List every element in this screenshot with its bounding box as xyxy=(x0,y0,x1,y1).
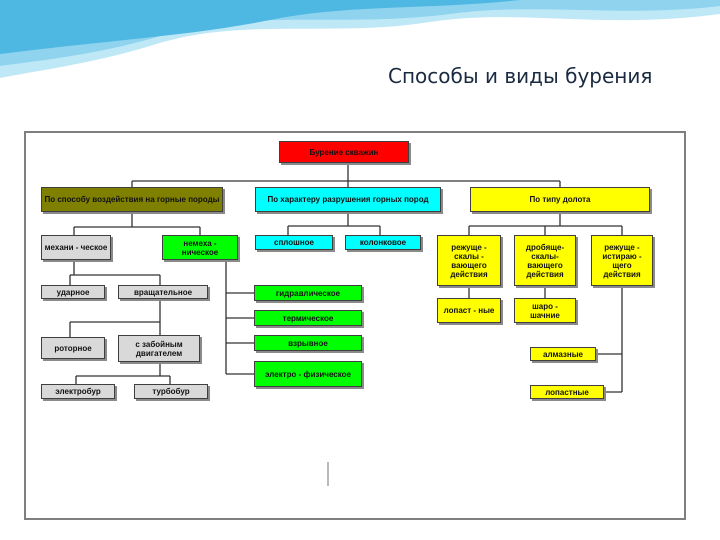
node-roller: шаро - шачние xyxy=(514,298,576,323)
node-diamond: алмазные xyxy=(530,347,596,361)
node-electrophysical: электро - физическое xyxy=(254,361,362,387)
node-impact: ударное xyxy=(41,285,105,299)
node-cutting-abrasive: режуще - истираю - щего действия xyxy=(591,235,653,286)
node-blade-1: лопаст - ные xyxy=(437,298,501,323)
node-crushing-shearing: дробяще- скалы- вающего действия xyxy=(514,235,576,286)
node-electrodrill: электробур xyxy=(41,384,115,399)
node-non-mechanical: немеха - ническое xyxy=(162,235,238,260)
node-by-character: По характеру разрушения горных пород xyxy=(255,187,441,212)
node-solid: сплошное xyxy=(255,235,333,250)
node-blade-2: лопастные xyxy=(530,385,604,399)
node-rotary: вращательное xyxy=(118,285,208,299)
node-core: колонковое xyxy=(345,235,421,250)
node-rotor: роторное xyxy=(41,337,105,359)
node-hydraulic: гидравлическое xyxy=(254,285,362,301)
node-cutting-shearing: режуще - скалы - вающего действия xyxy=(437,235,501,286)
node-thermal: термическое xyxy=(254,310,362,326)
node-turbodrill: турбобур xyxy=(134,384,208,399)
node-by-bit-type: По типу долота xyxy=(470,187,650,212)
slide-title: Способы и виды бурения xyxy=(388,64,653,88)
node-explosive: взрывное xyxy=(254,335,362,351)
node-root: Бурение скважин xyxy=(279,141,409,163)
node-by-method: По способу воздействия на горные породы xyxy=(41,187,223,212)
node-downhole-motor: с забойным двигателем xyxy=(118,335,200,362)
text-cursor-mark xyxy=(327,462,329,486)
node-mechanical: механи - ческое xyxy=(41,235,111,260)
